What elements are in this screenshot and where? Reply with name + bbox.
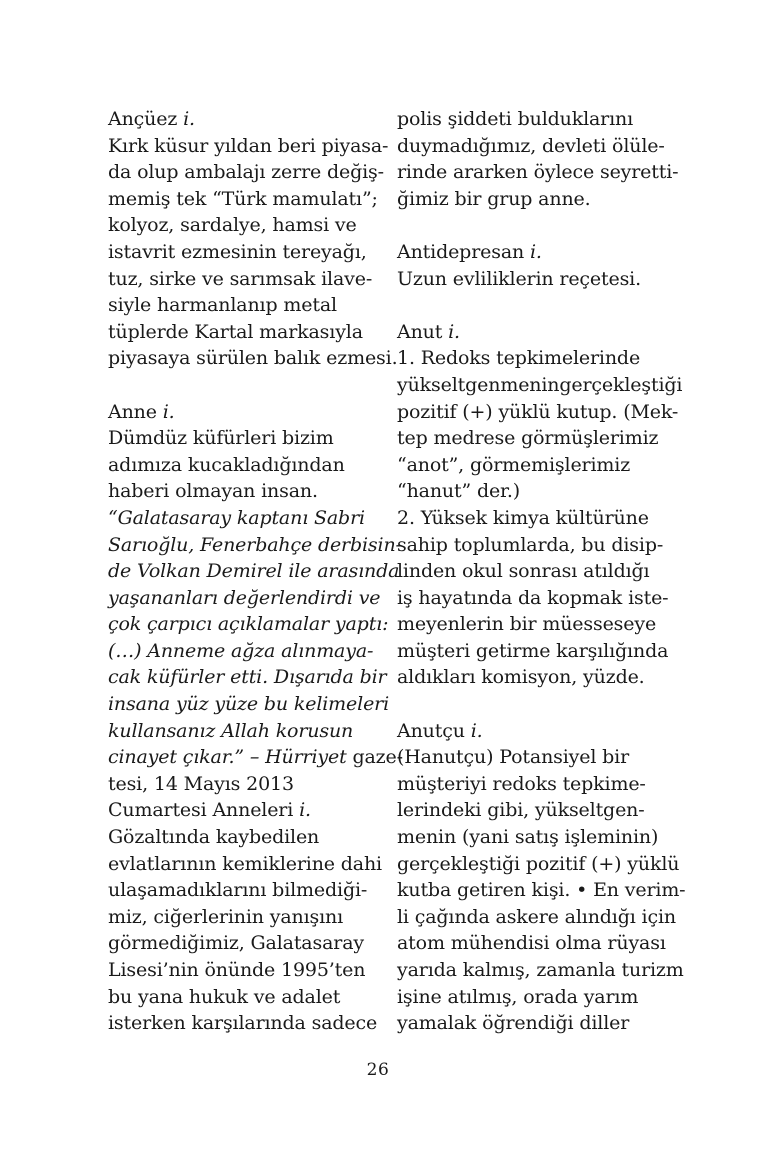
definition-line: bu yana hukuk ve adalet <box>108 985 341 1008</box>
definition-line: Gözaltında kaybedilen <box>108 826 320 849</box>
entry-gap <box>397 691 659 718</box>
definition-line: isterken karşılarında sadece <box>108 1012 378 1035</box>
source-line: tesi, 14 Mayıs 2013 <box>108 772 294 795</box>
part-of-speech: i. <box>162 400 175 423</box>
headword: Ançüez <box>108 108 178 130</box>
definition-line: gerçekleştiği pozitif (+) yüklü <box>397 852 680 875</box>
entry-heading <box>397 239 659 266</box>
definition-line: haberi olmayan insan. <box>108 480 318 503</box>
page-number: 26 <box>366 1060 390 1080</box>
definition-line: linden okul sonrası atıldığı <box>397 560 650 583</box>
headword: Anutçu <box>397 719 465 742</box>
definition-line: 2. Yüksek kimya kültürüne <box>397 506 649 529</box>
quote-line: (…) Anneme ağza alınmaya- <box>108 639 374 662</box>
part-of-speech: i. <box>529 240 542 263</box>
definition-line: ğimiz bir grup anne. <box>397 187 591 210</box>
entry-ancuez <box>108 106 398 372</box>
definition-line: Kırk küsur yıldan beri piyasa- <box>108 134 389 157</box>
definition-line: “anot”, görmemişlerimiz <box>397 453 631 476</box>
definition-line: piyasaya sürülen balık ezmesi. <box>108 347 398 370</box>
quote-line: cinayet çıkar.” – Hürriyet <box>108 746 347 769</box>
definition-line: “hanut” der.) <box>397 480 521 503</box>
entry-gap <box>108 372 370 399</box>
definition-line: miz, ciğerlerinin yanışını <box>108 905 344 928</box>
entry-antidepresan <box>397 239 659 292</box>
definition-line: Dümdüz küfürleri bizim <box>108 427 334 450</box>
part-of-speech: i. <box>299 799 311 822</box>
quote-line: “Galatasaray kaptanı Sabri <box>108 506 365 529</box>
entry-heading <box>108 797 370 824</box>
quote-source-line <box>108 744 403 771</box>
quote-line: de Volkan Demirel ile arasında <box>108 560 400 583</box>
definition-line: 1. Redoks tepkimelerinde <box>397 347 641 370</box>
definition-line: meyenlerin bir müesseseye <box>397 613 657 636</box>
definition-line: aldıkları komisyon, yüzde. <box>397 666 645 689</box>
entry-continuation <box>397 106 679 212</box>
headword: Cumartesi Anneleri <box>108 799 294 822</box>
definition-line: işine atılmış, orada yarım <box>397 985 639 1008</box>
definition-line: sahip toplumlarda, bu disip- <box>397 533 664 556</box>
definition-line: kutba getiren kişi. • En verim- <box>397 879 686 902</box>
quote-line: çok çarpıcı açıklamalar yaptı: <box>108 613 389 636</box>
part-of-speech: i. <box>470 719 483 742</box>
definition-line: atom mühendisi olma rüyası <box>397 932 666 955</box>
definition-line: yükseltgenmeningerçekleştiği <box>397 373 683 396</box>
definition-line: tuz, sirke ve sarımsak ilave- <box>108 267 373 290</box>
headword: Antidepresan <box>397 240 525 263</box>
definition-line: lerindeki gibi, yükseltgen- <box>397 799 645 822</box>
entry-heading <box>108 399 370 426</box>
entry-heading <box>397 718 659 745</box>
entry-anutcu <box>397 718 686 1037</box>
headword: Anut <box>397 320 443 343</box>
right-column <box>397 106 686 1037</box>
definition-line: polis şiddeti bulduklarını <box>397 108 634 130</box>
quote-line: insana yüz yüze bu kelimeleri <box>108 693 390 716</box>
definition-line: (Hanutçu) Potansiyel bir <box>397 746 630 769</box>
definition-line: tep medrese görmüşlerimiz <box>397 427 659 450</box>
part-of-speech: i. <box>183 108 195 130</box>
entry-heading <box>397 319 659 346</box>
headword: Anne <box>108 400 157 423</box>
definition-line: yarıda kalmış, zamanla turizm <box>397 959 684 981</box>
definition-line: müşteri getirme karşılığında <box>397 639 669 662</box>
definition-line: adımıza kucakladığından <box>108 453 345 476</box>
definition-line: tüplerde Kartal markasıyla <box>108 320 363 343</box>
entry-heading <box>108 106 370 133</box>
definition-line: Uzun evliliklerin reçetesi. <box>397 267 641 290</box>
definition-line: li çağında askere alındığı için <box>397 905 676 928</box>
definition-line: kolyoz, sardalye, hamsi ve <box>108 214 357 237</box>
source-text: gaze- <box>346 746 403 769</box>
definition-line: ulaşamadıklarını bilmediği- <box>108 879 368 902</box>
definition-line: görmediğimiz, Galatasaray <box>108 932 364 955</box>
entry-gap <box>397 292 659 319</box>
entry-cumartesi-anneleri <box>108 797 382 1036</box>
definition-line: iş hayatında da kopmak iste- <box>397 586 669 609</box>
entry-gap <box>397 212 659 239</box>
definition-line: rinde ararken öylece seyretti- <box>397 161 679 184</box>
definition-line: yamalak öğrendiği diller <box>397 1012 630 1035</box>
quote-line: kullansanız Allah korusun <box>108 719 354 742</box>
entry-anut <box>397 319 683 691</box>
definition-line: siyle harmanlanıp metal <box>108 294 337 317</box>
definition-line: evlatlarının kemiklerine dahi <box>108 852 382 875</box>
definition-line: müşteriyi redoks tepkime- <box>397 772 646 795</box>
definition-line: da olup ambalajı zerre değiş- <box>108 161 384 184</box>
left-column <box>108 106 403 1037</box>
entry-anne <box>108 399 403 798</box>
definition-line: menin (yani satış işleminin) <box>397 826 659 849</box>
quote-line: cak küfürler etti. Dışarıda bir <box>108 666 387 689</box>
definition-line: memiş tek “Türk mamulatı”; <box>108 187 378 210</box>
definition-line: istavrit ezmesinin tereyağı, <box>108 240 367 263</box>
definition-line: duymadığımız, devleti ölüle- <box>397 134 665 157</box>
quote-line: Sarıoğlu, Fenerbahçe derbisin- <box>108 533 402 556</box>
quote-line: yaşananları değerlendirdi ve <box>108 586 381 609</box>
definition-line: Lisesi’nin önünde 1995’ten <box>108 959 366 981</box>
part-of-speech: i. <box>448 320 460 343</box>
definition-line: pozitif (+) yüklü kutup. (Mek- <box>397 400 679 423</box>
